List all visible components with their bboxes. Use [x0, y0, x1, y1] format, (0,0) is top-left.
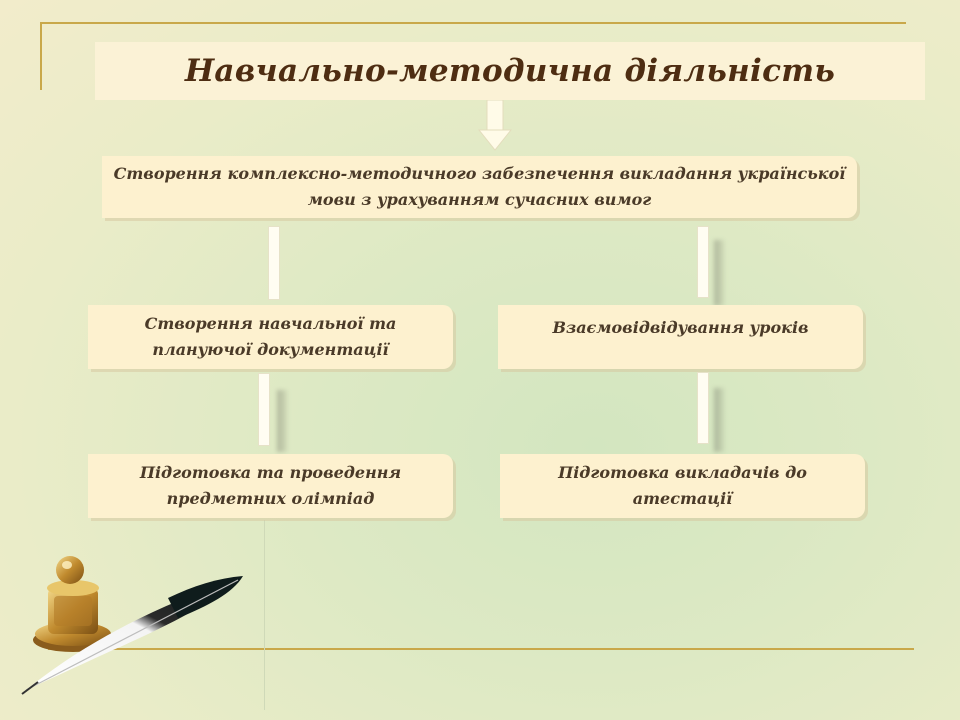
frame-left-line: [40, 22, 42, 90]
connector-bar-left-top: [268, 226, 280, 300]
title-box: [95, 42, 925, 100]
lesson-visits-line1: Взаємовідвідування уроків: [552, 318, 809, 337]
frame-top-line: [40, 22, 906, 24]
inkwell-quill-icon: [18, 548, 258, 698]
connector-bar-right-bottom: [697, 372, 709, 444]
main-goal-box: [102, 156, 857, 218]
lesson-visits-box: [498, 305, 863, 369]
down-arrow-icon: [477, 100, 513, 152]
attestation-line1: Підготовка викладачів до: [558, 463, 807, 482]
attestation-line2: атестації: [632, 489, 733, 508]
page-title: Навчально-методична діяльність: [184, 53, 836, 89]
documentation-line1: Створення навчальної та: [144, 314, 397, 333]
connector-shadow-right-top: [714, 240, 724, 306]
olympiads-box: [88, 454, 453, 518]
documentation-line2: плануючої документації: [152, 340, 389, 359]
documentation-box: [88, 305, 453, 369]
connector-shadow-right-bottom: [714, 388, 724, 452]
frame-vertical-line: [264, 520, 265, 710]
attestation-box: [500, 454, 865, 518]
connector-bar-right-top: [697, 226, 709, 298]
main-goal-line2: мови з урахуванням сучасних вимог: [307, 190, 652, 209]
connector-shadow-left-bottom: [277, 390, 287, 452]
connector-bar-left-bottom: [258, 373, 270, 446]
olympiads-line1: Підготовка та проведення: [139, 463, 402, 482]
olympiads-line2: предметних олімпіад: [166, 489, 375, 508]
main-goal-line1: Створення комплексно-методичного забезпечення викладання української: [113, 164, 846, 183]
